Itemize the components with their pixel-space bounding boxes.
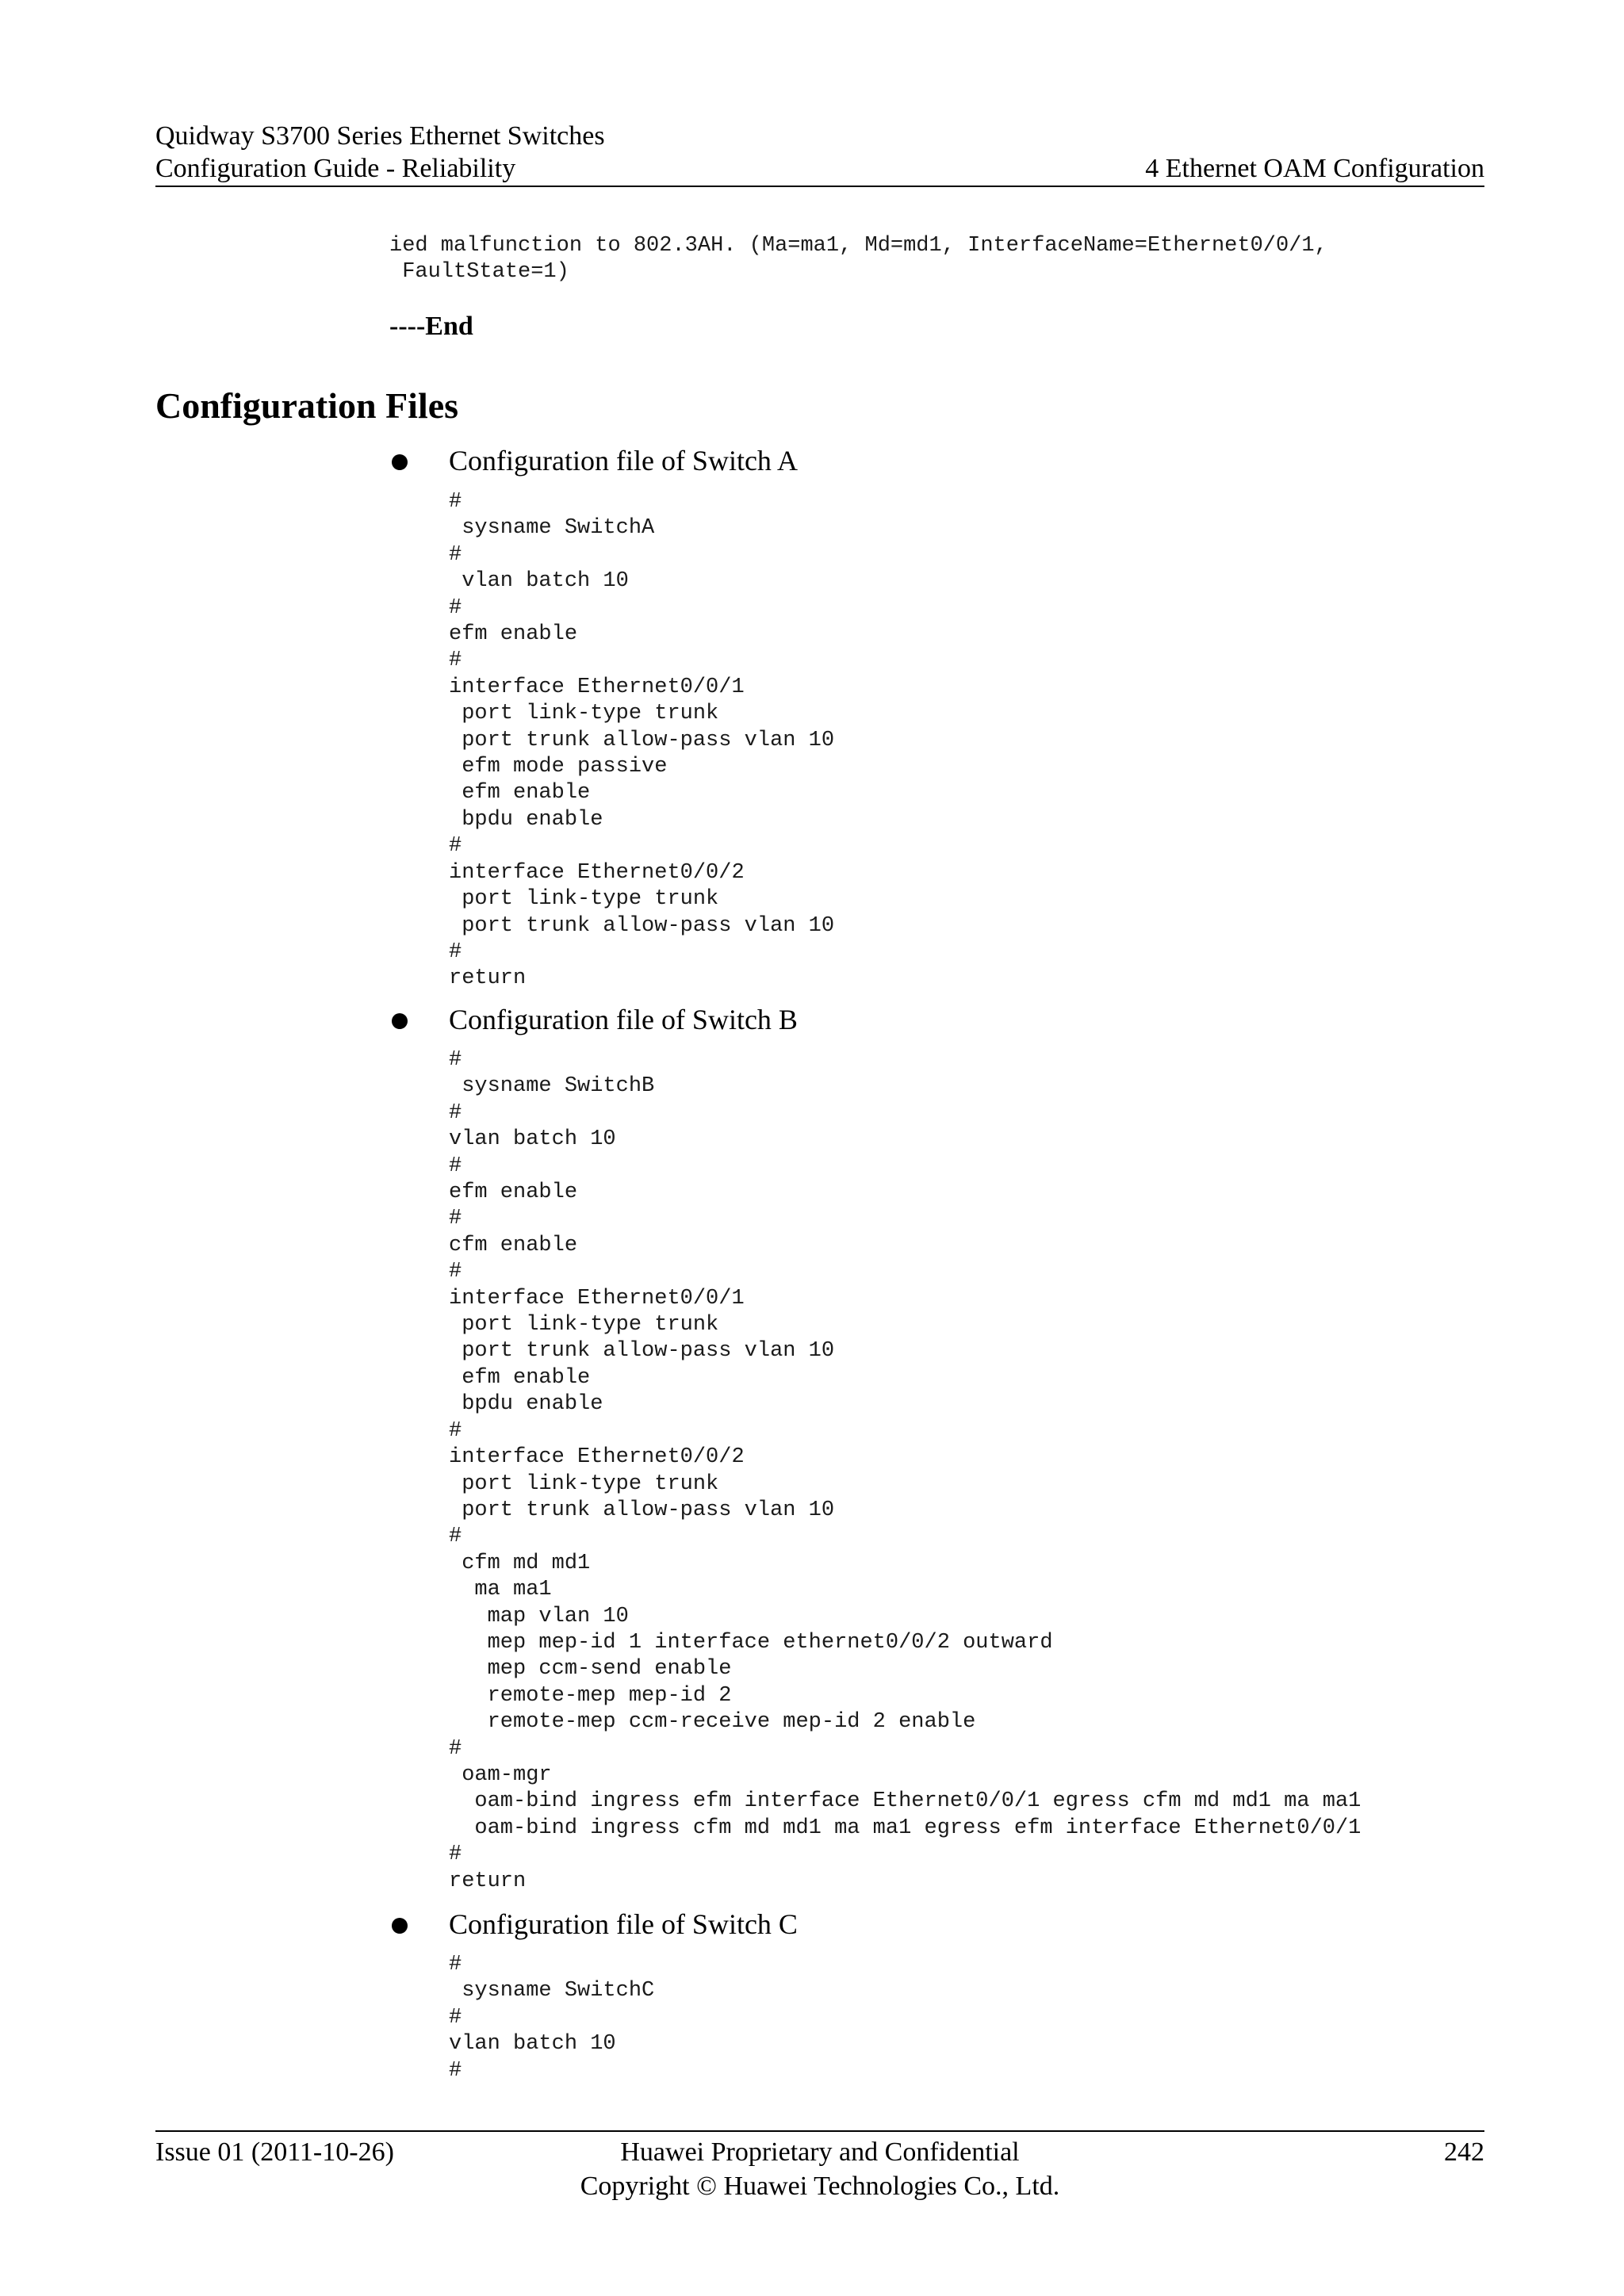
footer-confidential: Huawei Proprietary and Confidential [620, 2137, 1020, 2167]
config-a-label: Configuration file of Switch A [449, 445, 798, 476]
bullet-dot-icon [392, 1918, 408, 1934]
bullet-dot-icon [392, 1013, 408, 1029]
footer-page-number: 242 [1444, 2137, 1484, 2167]
intro-code: ied malfunction to 802.3AH. (Ma=ma1, Md=md1, InterfaceName=Ethernet0/0/1, FaultState=1) [389, 234, 1327, 285]
footer-copyright: Copyright © Huawei Technologies Co., Ltd. [580, 2172, 1060, 2201]
header-divider [155, 186, 1484, 187]
header-guide: Configuration Guide - Reliability [155, 154, 516, 183]
config-b-code: # sysname SwitchB # vlan batch 10 # efm enable # cfm enable # interface Ethernet0/0/1 port link-type trunk port trunk allow-pass vlan 10 efm enable bpdu enable # interface Ethernet0/0/2 port link-type trunk port trunk allow-pass vlan 10 # cfm md md1 ma ma1 map vlan 10 mep mep-id 1 interface ethernet0/0/2 outward mep ccm-send enable remote-mep mep-id 2 remote-mep ccm-receive mep-id 2 enable # oam-mgr oam-bind ingress efm interface Ethernet0/0/1 egress cfm md md1 ma ma1 oam-bind ingress cfm md md1 ma ma1 egress efm interface Ethernet0/0/1 # return [449, 1048, 1362, 1893]
end-marker: ----End [389, 312, 473, 341]
config-b-label: Configuration file of Switch B [449, 1004, 798, 1035]
header-chapter: 4 Ethernet OAM Configuration [1145, 154, 1484, 183]
config-a-code: # sysname SwitchA # vlan batch 10 # efm enable # interface Ethernet0/0/1 port link-type trunk port trunk allow-pass vlan 10 efm mode passive efm enable bpdu enable # interface Ethernet0/0/2 port link-type trunk port trunk allow-pass vlan 10 # return [449, 490, 835, 991]
config-c-code: # sysname SwitchC # vlan batch 10 # [449, 1953, 655, 2083]
bullet-dot-icon [392, 454, 408, 470]
section-title: Configuration Files [155, 385, 459, 426]
footer-issue: Issue 01 (2011-10-26) [155, 2137, 394, 2167]
config-c-label: Configuration file of Switch C [449, 1908, 798, 1940]
header-product: Quidway S3700 Series Ethernet Switches [155, 121, 605, 151]
footer-divider [155, 2130, 1484, 2132]
